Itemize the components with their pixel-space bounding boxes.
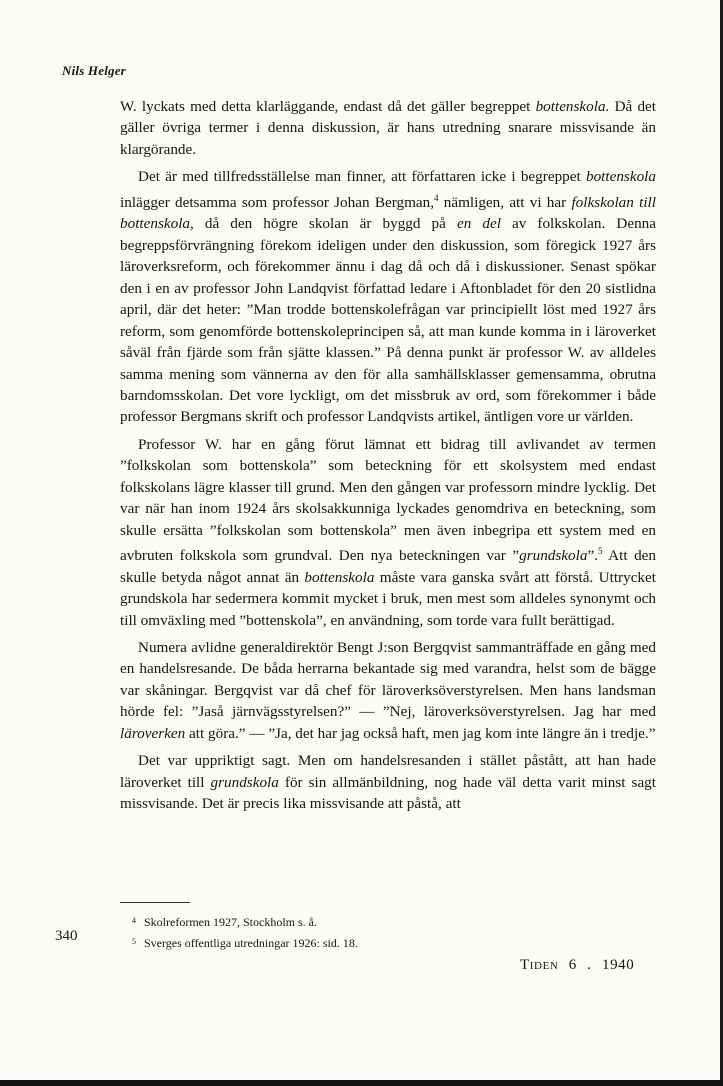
- footnote-number: 4: [132, 916, 136, 925]
- paragraph-3: [120, 434, 656, 631]
- footnote-ref[interactable]: 4: [434, 192, 439, 203]
- footnote-text: Skolreformen 1927, Stockholm s. å.: [144, 915, 317, 929]
- paragraph-1: [120, 96, 656, 160]
- italic-term: bottenskola: [585, 168, 656, 186]
- text-run: att göra.” — ”Ja, det har jag också haft, men jag kom inte längre än i tredje.”: [185, 724, 656, 742]
- running-head-author: Nils Helger: [62, 63, 126, 78]
- journal-title: Tiden: [520, 957, 559, 973]
- footnote-5: [132, 932, 358, 953]
- italic-term: en del: [456, 215, 501, 233]
- text-run: då den högre skolan är byggd på: [193, 215, 457, 233]
- text-run: Då det gäller övriga termer i denna diskussion, är hans utredning snarare missvisande än klargörande.: [120, 98, 657, 158]
- footnote-divider: [120, 902, 190, 903]
- text-run: nämligen, att vi har: [438, 193, 572, 211]
- text-run: Det är med tillfredsställelse man finner, att författaren icke i begreppet: [138, 168, 586, 186]
- footnote-text: Sverges offentliga utredningar 1926: sid. 18.: [144, 936, 358, 950]
- text-run: Professor W. har en gång förut lämnat ett bidrag till avlivandet av termen ”folkskolan som bottenskola” som beteckning för ett skolsystem med endast folkskolans lägre klasser till grund. Men den gången var professorn mindre lycklig. Det var när han inom 1924 års skolsakkunniga lyckades genomdriva en beteckning, som skulle ersätta ”folkskolan som bottenskola” men även inbegripa ett system med en avbruten folkskola som grundval. Den nya beteckningen var ”: [120, 435, 656, 565]
- paragraph-4: [120, 637, 656, 744]
- footnote-ref[interactable]: 5: [598, 546, 603, 557]
- footnote-number: 5: [132, 937, 136, 946]
- footnotes: [132, 911, 358, 953]
- italic-term: folkskolan till bottenskola,: [120, 193, 656, 233]
- italic-term: bottenskola: [304, 568, 375, 586]
- text-run: av folkskolan. Denna begreppsförvrängning förekom ideligen under den diskussion, som föregick 1927 års läroverksreform, och förekommer ännu i dag då och då i diskussioner. Senast spökar den i en av professor John Landqvist författad ledare i Aftonbladet för den 20 sistlidna april, där det heter: ”Man trodde bottenskolefrågan var principiellt löst med 1927 års reform, som genomförde bottenskoleprincipen så, att man kunde komma in i läroverket såväl från fjärde som från sjätte klassen.” På denna punkt är professor W. av alldeles samma mening som vännerna av den för alla samhällsklasser gemensamma, obrutna barndomsskolan. Det vore lyckligt, om det missbruk av ord, som förekommer i både professor Bergmans skrift och professor Landqvists artikel, äntligen vore ur världen.: [120, 215, 657, 426]
- italic-term: grundskola: [210, 773, 279, 791]
- paragraph-5: [120, 750, 656, 814]
- text-run: inlägger detsamma som professor Johan Bergman,: [120, 193, 435, 211]
- text-run: Det var uppriktigt sagt. Men om handelsresanden i stället påstått, att han hade läroverket till: [120, 752, 656, 791]
- body-text: [120, 96, 656, 815]
- italic-term: läroverken: [120, 724, 186, 742]
- text-run: ”.: [587, 547, 598, 565]
- text-run: Numera avlidne generaldirektör Bengt J:son Bergqvist sammanträffade en gång med en handelsresande. De båda herrarna bekantade sig med varandra, helst som de bägge var skåningar. Bergqvist var då chef för läroverksöverstyrelsen. Men hans landsman hörde fel: ”Jaså järnvägsstyrelsen?” — ”Nej, läroverksöverstyrelsen. Jag har med: [120, 639, 656, 721]
- footnote-4: [132, 911, 358, 932]
- paragraph-2: [120, 166, 656, 428]
- journal-issue: 6: [568, 957, 577, 973]
- text-run: måste vara ganska svårt att förstå. Uttrycket grundskola har sedermera kommit mycket i bruk, men mest som alldeles synonymt och till omväxling med ”bottenskola”, en användning, som torde vara fullt berättigad.: [120, 568, 656, 629]
- journal-footer: [520, 957, 634, 974]
- text-run: för sin allmänbildning, nog hade väl detta varit minst sagt missvisande. Det är precis lika missvisande att påstå, att: [120, 773, 656, 813]
- italic-term: bottenskola.: [535, 98, 610, 115]
- text-run: Att den skulle betyda något annat än: [120, 547, 657, 586]
- journal-year: 1940: [601, 957, 635, 973]
- italic-term: grundskola: [519, 547, 588, 565]
- scan-edge-bottom: [0, 1080, 723, 1086]
- page-number: 340: [55, 928, 78, 944]
- text-run: W. lyckats med detta klarläggande, endast då det gäller begreppet: [120, 98, 536, 115]
- journal-separator: .: [587, 957, 592, 973]
